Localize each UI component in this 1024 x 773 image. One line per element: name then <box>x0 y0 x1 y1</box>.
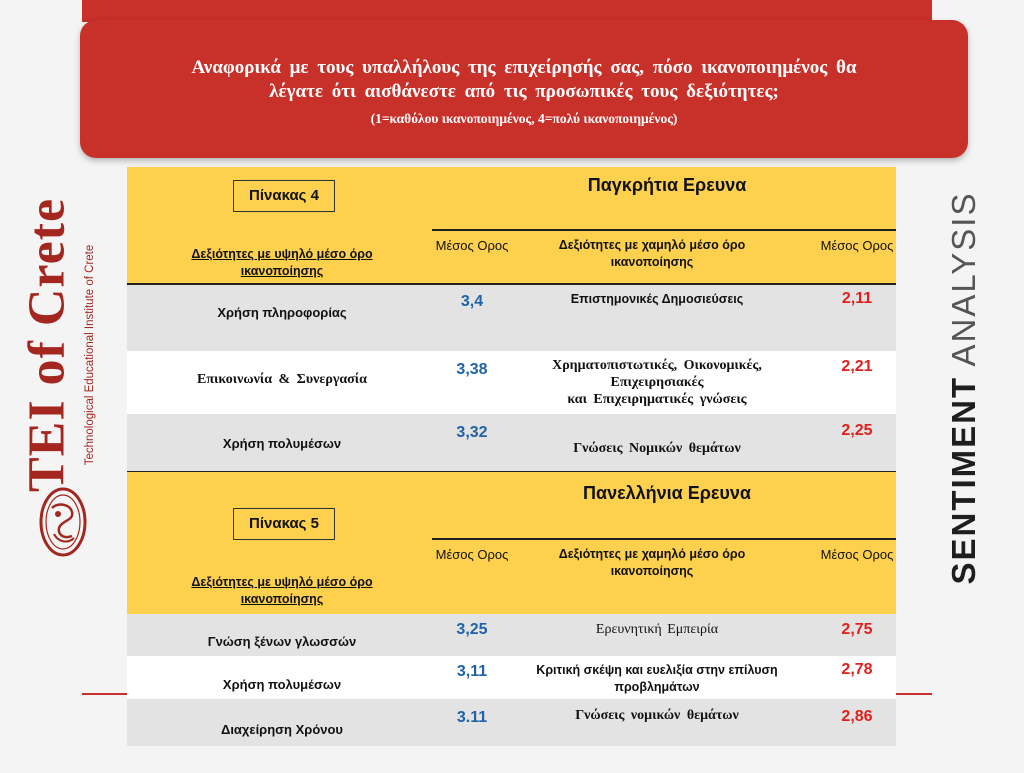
low-skill-line-2: προβλημάτων <box>614 680 700 694</box>
table-4-mean-header-left: Μέσος Ορος <box>435 238 509 253</box>
high-skill: Διαχείρηση Χρόνου <box>220 722 344 737</box>
table-5-survey-title: Πανελλήνια Ερευνα <box>583 483 751 503</box>
low-skill: Γνώσεις νομικών θεμάτων <box>575 708 739 723</box>
low-skill-line-1: Χρηματοπιστωτικές, Οικονομικές, <box>552 358 762 373</box>
low-mean: 2,25 <box>841 422 873 439</box>
table-5-low-header: Δεξιότητες με χαμηλό μέσο όρο ικανοποίησης <box>558 547 746 578</box>
logo-subtitle: Technological Educational Institute of Crete <box>84 244 96 466</box>
table-row <box>127 351 896 414</box>
high-skill: Επικοινωνία & Συνεργασία <box>197 372 367 387</box>
low-skill-line-3: και Επιχειρηματικές γνώσεις <box>567 392 747 407</box>
low-mean: 2,21 <box>841 358 873 375</box>
side-title-bold: SENTIMENT <box>945 375 982 585</box>
high-mean: 3,4 <box>460 293 484 310</box>
side-title-light: ANALYSIS <box>945 191 982 367</box>
low-mean: 2,78 <box>841 661 873 678</box>
table-5-header-rule <box>432 538 896 540</box>
high-skill: Χρήση πολυμέσων <box>222 677 342 692</box>
high-skill: Γνώση ξένων γλωσσών <box>207 634 357 649</box>
table-5-label: Πίνακας 5 <box>233 508 335 540</box>
logo-name: TEI of Crete <box>18 197 76 493</box>
table-4-mean-header-right: Μέσος Ορος <box>820 238 894 253</box>
high-mean: 3,32 <box>456 424 488 441</box>
high-skill: Χρήση πολυμέσων <box>222 436 342 451</box>
high-skill: Χρήση πληροφορίας <box>217 305 347 320</box>
table-4-high-header: Δεξιότητες με υψηλό μέσο όρο ικανοποίησης <box>191 247 373 278</box>
table-4-survey-title: Παγκρήτια Ερευνα <box>587 175 747 195</box>
low-mean: 2,86 <box>841 708 873 725</box>
seal-icon <box>38 486 88 558</box>
table-4-header-rule <box>432 229 896 231</box>
table-row <box>127 285 896 351</box>
table-4 <box>127 167 896 472</box>
table-4-label: Πίνακας 4 <box>233 180 335 212</box>
low-skill: Ερευνητική Εμπειρία <box>595 622 719 637</box>
question-line-1: Αναφορικά με τους υπαλλήλους της επιχείρησής σας, πόσο ικανοποιημένος θα <box>191 57 857 78</box>
high-mean: 3.11 <box>456 709 488 726</box>
question-banner <box>80 20 968 158</box>
table-5-mean-header-left: Μέσος Ορος <box>435 547 509 562</box>
table-row <box>127 414 896 472</box>
question-scale: (1=καθόλου ικανοποιημένος, 4=πολύ ικανοποιημένος) <box>370 111 678 126</box>
table-4-low-header: Δεξιότητες με χαμηλό μέσο όρο ικανοποίησης <box>558 238 746 269</box>
sentiment-analysis-title <box>945 192 983 585</box>
table-5-high-header: Δεξιότητες με υψηλό μέσο όρο ικανοποίησης <box>191 575 373 606</box>
table-5 <box>127 472 896 746</box>
low-mean: 2,75 <box>841 621 873 638</box>
table-row <box>127 699 896 746</box>
table-row <box>127 656 896 699</box>
high-mean: 3,38 <box>456 361 488 378</box>
high-mean: 3,11 <box>456 663 488 680</box>
high-mean: 3,25 <box>456 621 488 638</box>
low-mean: 2,11 <box>841 290 873 307</box>
low-skill: Επιστημονικές Δημοσιεύσεις <box>570 292 744 306</box>
low-skill: Γνώσεις Νομικών θεμάτων <box>573 441 741 456</box>
low-skill-line-2: Επιχειρησιακές <box>610 375 704 390</box>
top-accent-band <box>82 0 932 22</box>
low-skill-line-1: Κριτική σκέψη και ευελιξία στην επίλυση <box>536 663 778 677</box>
table-5-mean-header-right: Μέσος Ορος <box>820 547 894 562</box>
table-row <box>127 614 896 656</box>
question-line-2: λέγατε ότι αισθάνεστε από τις προσωπικές τους δεξιότητες; <box>269 81 779 102</box>
